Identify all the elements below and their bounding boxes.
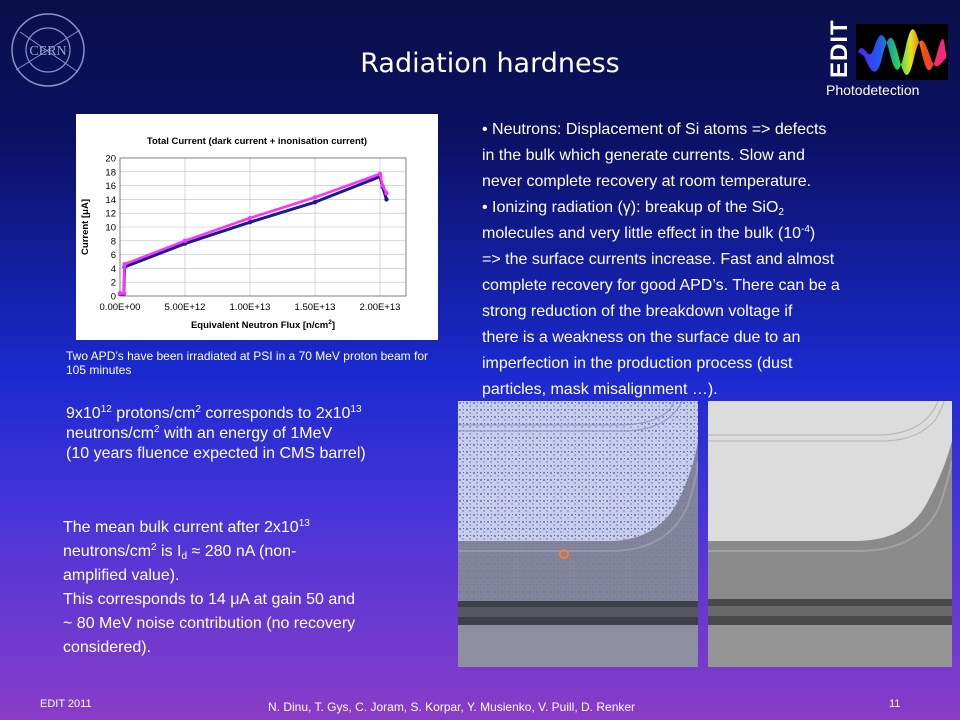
- data-point: [313, 195, 317, 199]
- x-tick-label: 5.00E+12: [164, 302, 206, 313]
- x-tick-label: 1.50E+13: [294, 302, 336, 313]
- footer-conference: EDIT 2011: [40, 698, 92, 710]
- data-point: [384, 191, 388, 195]
- ionizing-bullet: • Ionizing radiation (γ): breakup of the SiO$_2$ molecules and very little effect in the bulk $(10^{-4})$ => the surface currents increase. Fast and almost complete recovery for good APD’s. There can be a strong reduction of the breakdown voltage if there is a weakness on the surface due to an imperfection in the production process (dust particles, mask misalignment …).: [482, 199, 840, 398]
- data-point: [248, 216, 252, 220]
- series-line: [120, 177, 387, 294]
- bulk-current-paragraph: The mean bulk current after $2x10^{13}$ neutrons/$cm^2$ is $I_d \approx 280$ nA (non- amplified value). This corresponds to 14 μA at gain 50 and ~ 80 MeV noise contribution (no recovery considered).: [63, 518, 356, 656]
- current-vs-flux-chart: [76, 114, 438, 340]
- photodetection-label: Photodetection: [826, 82, 920, 98]
- y-tick-label: 6: [110, 250, 116, 262]
- y-tick-label: 20: [105, 153, 116, 165]
- radiation-effects-text: [482, 117, 922, 403]
- footer-authors: N. Dinu, T. Gys, C. Joram, S. Korpar, Y. Musienko, V. Puill, D. Renker: [268, 700, 636, 714]
- page-number: 11: [889, 698, 901, 710]
- x-tick-label: 1.00E+13: [229, 302, 271, 313]
- data-point: [122, 291, 126, 295]
- data-point: [378, 172, 382, 176]
- y-tick-label: 8: [110, 236, 116, 248]
- y-tick-label: 4: [110, 263, 116, 275]
- y-tick-label: 12: [105, 208, 116, 220]
- data-point: [118, 291, 122, 295]
- slide-title: Radiation hardness: [360, 48, 620, 79]
- chart-caption: Two APD’s have been irradiated at PSI in a 70 MeV proton beam for 105 minutes: [66, 349, 428, 377]
- data-point: [183, 239, 187, 243]
- data-point: [313, 200, 317, 204]
- y-tick-label: 2: [110, 277, 116, 289]
- data-point: [248, 220, 252, 224]
- data-point: [384, 197, 388, 201]
- y-tick-label: 0: [110, 291, 116, 303]
- y-tick-label: 14: [105, 194, 116, 206]
- x-axis-label: Equivalent Neutron Flux $[n/cm^2]$: [190, 319, 336, 331]
- spectrum-wave-icon: [856, 24, 948, 80]
- series-line: [120, 174, 387, 293]
- data-point: [380, 183, 384, 187]
- y-tick-label: 10: [105, 222, 116, 234]
- neutrons-bullet: • Neutrons: Displacement of Si atoms => defects in the bulk which generate currents. Slow and never complete recovery at room temperature.: [482, 121, 827, 190]
- y-tick-label: 18: [105, 167, 116, 179]
- cern-logo-text: CERN: [29, 44, 67, 59]
- chart-title: Total Current (dark current + inonisation current): [146, 136, 368, 147]
- y-tick-label: 16: [105, 181, 116, 193]
- data-point: [122, 262, 126, 266]
- apd-surface-image-damaged: [458, 401, 698, 667]
- fluence-paragraph: $9x10^{12}$ protons/$cm^2$ corresponds to $2x10^{13}$ neutrons/$cm^2$ with an energy of 1MeV (10 years fluence expected in CMS barrel): [66, 404, 366, 462]
- apd-surface-image-reference: [708, 401, 952, 667]
- x-tick-label: 0.00E+00: [99, 302, 141, 313]
- y-axis-label: Current [μA]: [80, 199, 91, 255]
- x-tick-label: 2.00E+13: [359, 302, 401, 313]
- edit-logo-word: EDIT: [826, 19, 853, 78]
